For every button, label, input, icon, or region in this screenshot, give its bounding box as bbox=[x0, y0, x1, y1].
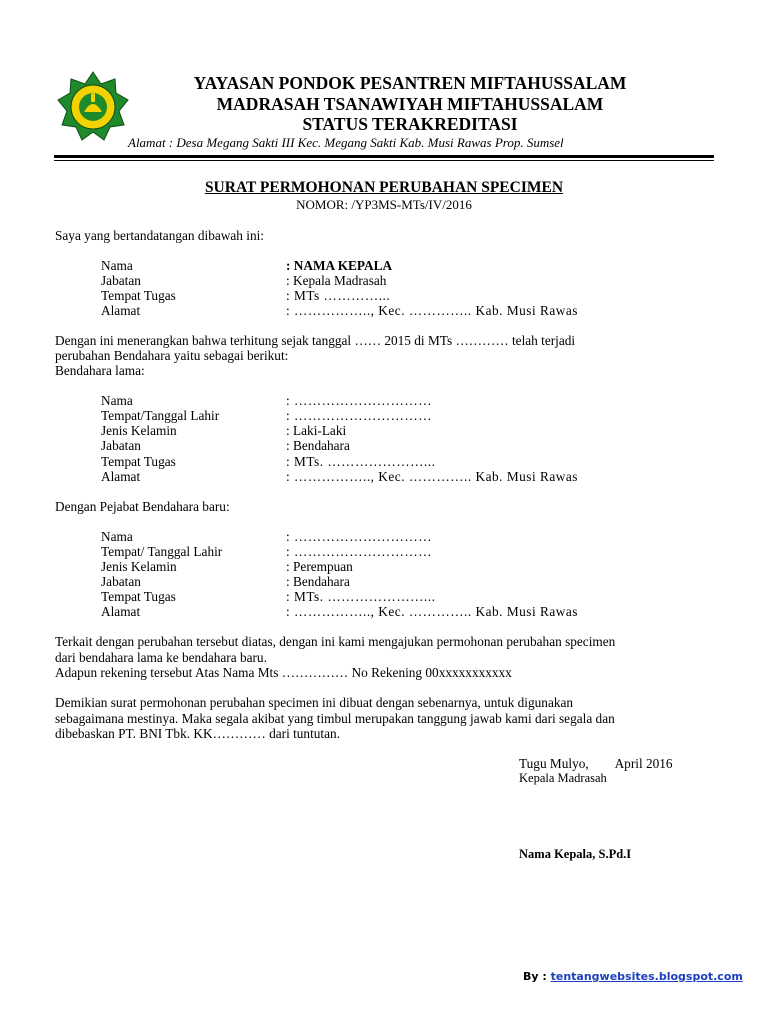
request-line: dari bendahara lama ke bendahara baru. bbox=[55, 650, 267, 665]
new-value: : ………………………… bbox=[286, 544, 432, 559]
old-label: Alamat bbox=[101, 469, 141, 484]
foundation-name: YAYASAN PONDOK PESANTREN MIFTAHUSSALAM bbox=[193, 73, 627, 93]
account-line: Adapun rekening tersebut Atas Nama Mts …………… No Rekening 00xxxxxxxxxxx bbox=[55, 665, 512, 680]
old-treasurer-heading: Bendahara lama: bbox=[55, 363, 145, 378]
accreditation-status: STATUS TERAKREDITASI bbox=[302, 114, 518, 134]
letter-title: SURAT PERMOHONAN PERUBAHAN SPECIMEN bbox=[204, 179, 564, 196]
old-label: Jenis Kelamin bbox=[101, 423, 177, 438]
closing-line: dibebaskan PT. BNI Tbk. KK………… dari tuntutan. bbox=[55, 726, 340, 741]
new-label: Jenis Kelamin bbox=[101, 559, 177, 574]
old-value: : Bendahara bbox=[286, 438, 350, 453]
old-value: : Laki-Laki bbox=[286, 423, 347, 438]
new-label: Tempat Tugas bbox=[101, 589, 176, 604]
old-value: : ………………………… bbox=[286, 393, 432, 408]
new-value: : Bendahara bbox=[286, 574, 350, 589]
letter-number: NOMOR: /YP3MS-MTs/IV/2016 bbox=[296, 197, 472, 212]
place-date: Tugu Mulyo, April 2016 bbox=[519, 756, 673, 771]
new-label: Tempat/ Tanggal Lahir bbox=[101, 544, 223, 559]
school-address: Alamat : Desa Megang Sakti III Kec. Megang Sakti Kab. Musi Rawas Prop. Sumsel bbox=[128, 135, 564, 150]
old-label: Nama bbox=[101, 393, 133, 408]
signer-label: Tempat Tugas bbox=[101, 288, 176, 303]
new-treasurer-heading: Dengan Pejabat Bendahara baru: bbox=[55, 499, 230, 514]
closing-line: sebagaimana mestinya. Maka segala akibat yang timbul merupakan tanggung jawab kami dari segala dan bbox=[55, 711, 615, 726]
footer-credit bbox=[523, 970, 743, 983]
new-label: Alamat bbox=[101, 604, 141, 619]
signer-label: Jabatan bbox=[101, 273, 141, 288]
signer-value: : NAMA KEPALA bbox=[286, 258, 393, 273]
signer-value: : Kepala Madrasah bbox=[286, 273, 387, 288]
new-label: Jabatan bbox=[101, 574, 141, 589]
intro-line: Dengan ini menerangkan bahwa terhitung sejak tanggal …… 2015 di MTs ………… telah terjadi bbox=[55, 333, 576, 348]
request-line: Terkait dengan perubahan tersebut diatas, dengan ini kami mengajukan permohonan perubahan specimen bbox=[55, 634, 616, 649]
old-label: Tempat Tugas bbox=[101, 454, 176, 469]
school-logo bbox=[56, 70, 130, 144]
header-divider-thick bbox=[54, 155, 714, 158]
school-name: MADRASAH TSANAWIYAH MIFTAHUSSALAM bbox=[216, 94, 604, 114]
signer-label: Nama bbox=[101, 258, 133, 273]
new-value: : MTs. …………………... bbox=[286, 589, 436, 604]
new-value: : Perempuan bbox=[286, 559, 353, 574]
signer-name: Nama Kepala, S.Pd.I bbox=[519, 847, 632, 861]
old-value: : MTs. …………………... bbox=[286, 454, 436, 469]
signer-value: : MTs …………... bbox=[286, 288, 391, 303]
new-value: : …………….., Kec. ………….. Kab. Musi Rawas bbox=[286, 604, 578, 619]
old-label: Tempat/Tanggal Lahir bbox=[101, 408, 220, 423]
old-value: : ………………………… bbox=[286, 408, 432, 423]
footer-prefix: By : bbox=[523, 970, 551, 983]
opening-line: Saya yang bertandatangan dibawah ini: bbox=[55, 228, 264, 243]
new-label: Nama bbox=[101, 529, 133, 544]
closing-line: Demikian surat permohonan perubahan specimen ini dibuat dengan sebenarnya, untuk digunakan bbox=[55, 695, 574, 710]
signer-position: Kepala Madrasah bbox=[519, 771, 607, 785]
intro-line: perubahan Bendahara yaitu sebagai berikut: bbox=[55, 348, 289, 363]
header-divider-thin bbox=[54, 160, 714, 161]
old-value: : …………….., Kec. ………….. Kab. Musi Rawas bbox=[286, 469, 578, 484]
old-label: Jabatan bbox=[101, 438, 141, 453]
signer-value: : …………….., Kec. ………….. Kab. Musi Rawas bbox=[286, 303, 578, 318]
new-value: : ………………………… bbox=[286, 529, 432, 544]
footer-link[interactable]: tentangwebsites.blogspot.com bbox=[550, 970, 743, 983]
signer-label: Alamat bbox=[101, 303, 141, 318]
